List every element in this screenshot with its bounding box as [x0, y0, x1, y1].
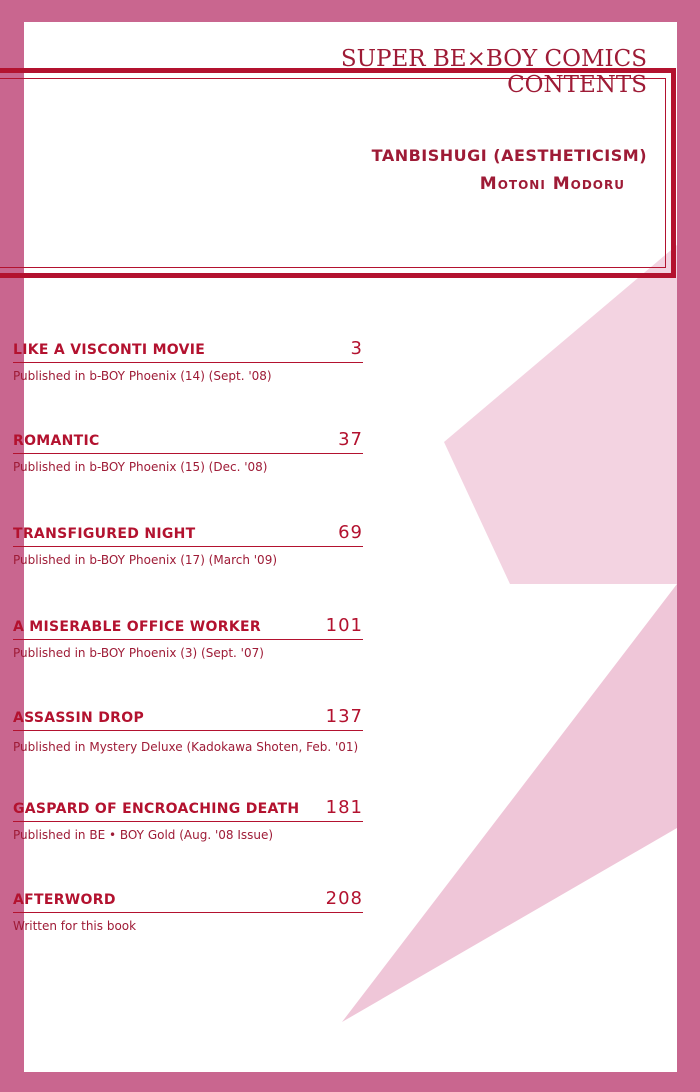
toc-entry-note: Published in b-BOY Phoenix (3) (Sept. '07)	[13, 646, 264, 660]
book-title: TANBISHUGI (AESTHETICISM)	[371, 146, 647, 165]
toc-entry-page: 137	[325, 706, 363, 727]
toc-entry-title: TRANSFIGURED NIGHT	[13, 526, 196, 542]
toc-entry-title: AFTERWORD	[13, 892, 116, 908]
toc-entry-rule	[13, 453, 363, 454]
toc-entry-title: GASPARD OF ENCROACHING DEATH	[13, 801, 300, 817]
toc-entry-title: LIKE A VISCONTI MOVIE	[13, 342, 206, 358]
toc-entry-rule	[13, 639, 363, 640]
toc-entry-rule	[13, 546, 363, 547]
toc-entry-rule	[13, 821, 363, 822]
toc-entry-page: 37	[338, 429, 363, 450]
series-title	[341, 46, 647, 98]
toc-entry-note: Published in b-BOY Phoenix (17) (March '09)	[13, 553, 278, 567]
toc-entry-rule	[13, 362, 363, 363]
contents-page	[13, 22, 677, 1072]
toc-entry-note: Published in Mystery Deluxe (Kadokawa Shoten, Feb. '01)	[13, 740, 359, 754]
toc-entry-title: ASSASSIN DROP	[13, 710, 145, 726]
toc-entry-note: Published in BE • BOY Gold (Aug. '08 Issue)	[13, 828, 274, 842]
toc-entry-page: 3	[350, 338, 363, 359]
toc-entry-rule	[13, 730, 363, 731]
toc-entry-rule	[13, 912, 363, 913]
toc-entry-page: 101	[325, 615, 363, 636]
toc-entry-note: Published in b-BOY Phoenix (15) (Dec. '08)	[13, 460, 268, 474]
series-title-line2: CONTENTS	[507, 72, 647, 98]
toc-entry-page: 208	[325, 888, 363, 909]
series-title-line1: SUPER BE×BOY COMICS	[340, 46, 647, 72]
toc-entry-title: A MISERABLE OFFICE WORKER	[13, 619, 261, 635]
toc-entry-note: Published in b-BOY Phoenix (14) (Sept. '08)	[13, 369, 272, 383]
toc-entry-page: 69	[338, 522, 363, 543]
toc-entry-note: Written for this book	[13, 919, 137, 933]
toc-entry-page: 181	[325, 797, 363, 818]
toc-entry-title: ROMANTIC	[13, 433, 100, 449]
header-frame	[0, 68, 676, 278]
author-name: Motoni Modoru	[479, 174, 625, 194]
